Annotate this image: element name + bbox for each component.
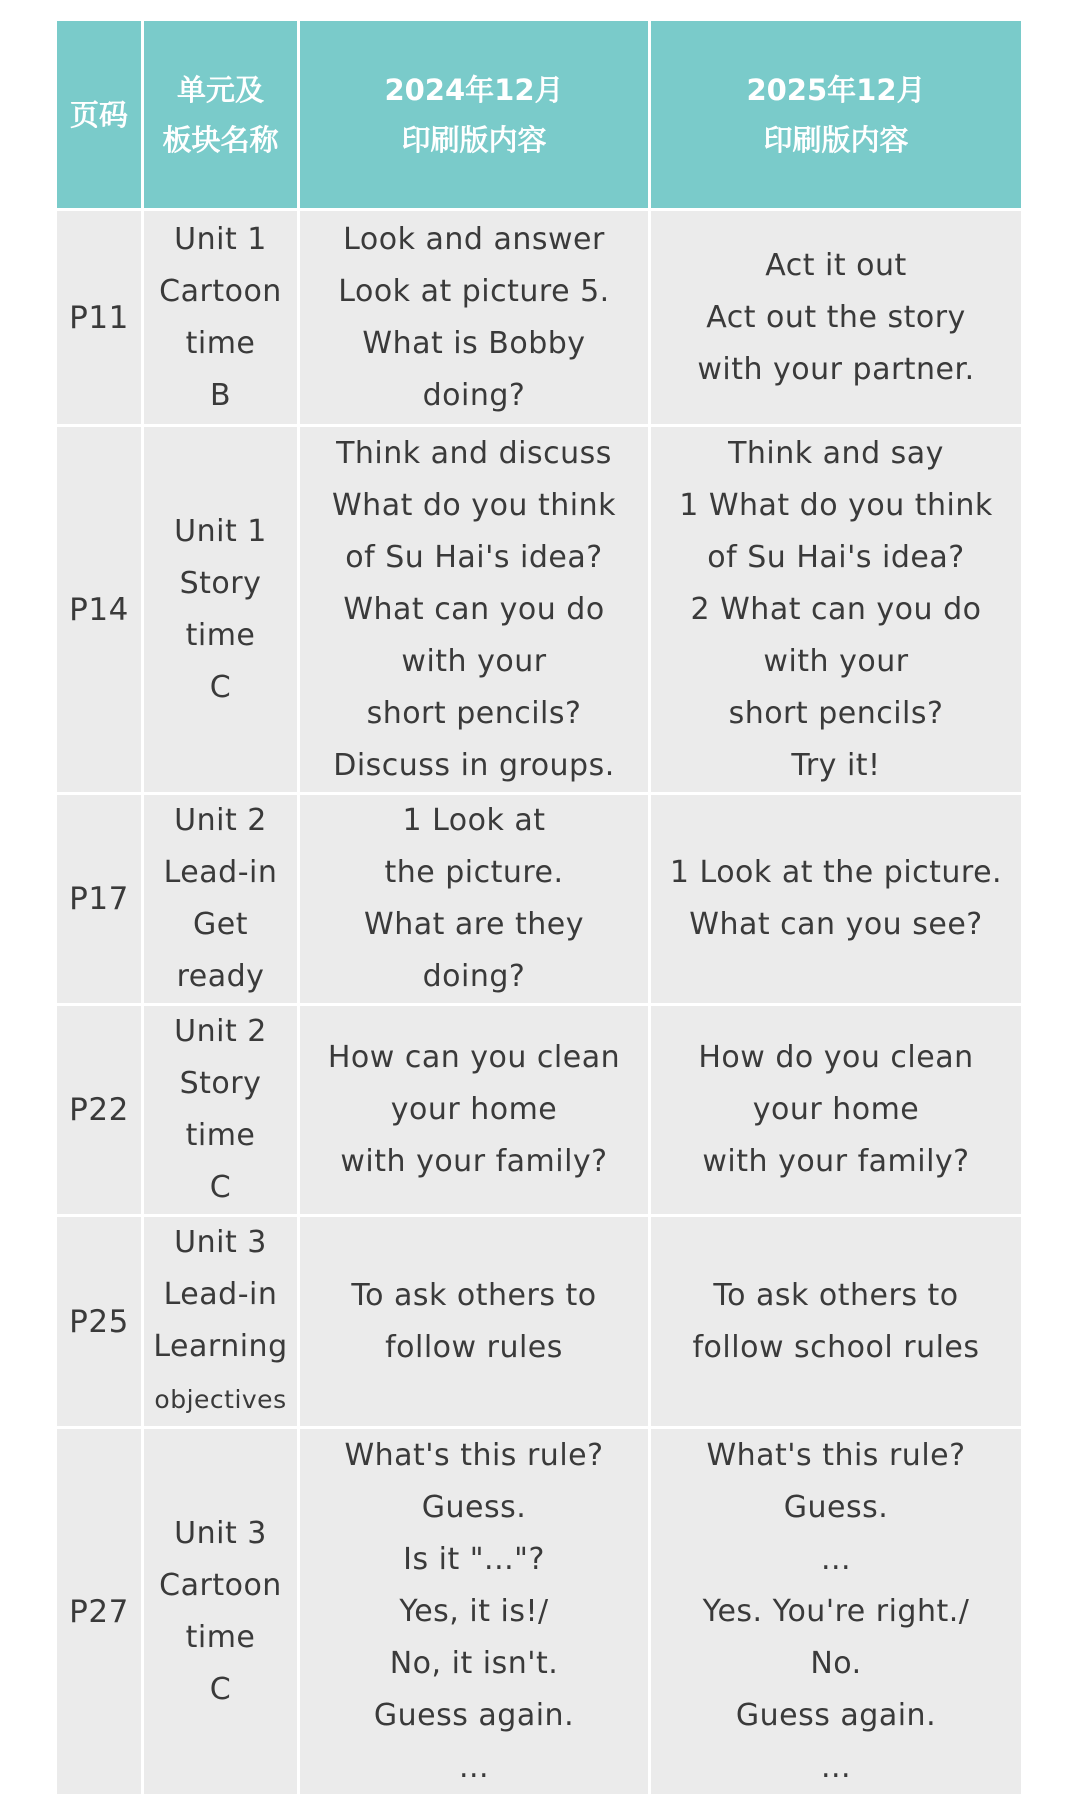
section-name-small: objectives xyxy=(154,1385,287,1414)
page-number: P22 xyxy=(57,1006,141,1214)
header-2025-edition: 2025年12月 印刷版内容 xyxy=(651,21,1021,208)
section-name: Unit 3 Cartoon time C xyxy=(144,1429,297,1794)
content-2024: How can you clean your home with your family? xyxy=(300,1006,648,1214)
section-name-main: Unit 3 Lead-in Learning xyxy=(153,1225,288,1364)
page-number: P27 xyxy=(57,1429,141,1794)
header-2024-edition: 2024年12月 印刷版内容 xyxy=(300,21,648,208)
content-2025: What's this rule? Guess. ... Yes. You're right./ No. Guess again. ... xyxy=(651,1429,1021,1794)
page-number: P14 xyxy=(57,427,141,792)
section-name: Unit 1 Cartoon time B xyxy=(144,211,297,424)
header-row xyxy=(57,21,1021,208)
table-row xyxy=(57,1429,1021,1794)
table-row xyxy=(57,795,1021,1003)
content-2025: How do you clean your home with your family? xyxy=(651,1006,1021,1214)
content-2025: Think and say 1 What do you think of Su Hai's idea? 2 What can you do with your short pencils? Try it! xyxy=(651,427,1021,792)
content-2024: 1 Look at the picture. What are they doing? xyxy=(300,795,648,1003)
header-page: 页码 xyxy=(57,21,141,208)
table-row xyxy=(57,427,1021,792)
page-number: P25 xyxy=(57,1217,141,1426)
content-2024: Think and discuss What do you think of Su Hai's idea? What can you do with your short pencils? Discuss in groups. xyxy=(300,427,648,792)
comparison-table-frame xyxy=(57,21,1021,1785)
table-row xyxy=(57,211,1021,424)
content-2025: To ask others to follow school rules xyxy=(651,1217,1021,1426)
section-name: Unit 2 Story time C xyxy=(144,1006,297,1214)
section-name: Unit 1 Story time C xyxy=(144,427,297,792)
page-number: P11 xyxy=(57,211,141,424)
content-2024: To ask others to follow rules xyxy=(300,1217,648,1426)
content-2025: Act it out Act out the story with your partner. xyxy=(651,211,1021,424)
page-number: P17 xyxy=(57,795,141,1003)
section-name xyxy=(144,1217,297,1426)
comparison-table xyxy=(54,18,1024,1797)
header-section: 单元及 板块名称 xyxy=(144,21,297,208)
table-row xyxy=(57,1006,1021,1214)
content-2024: Look and answer Look at picture 5. What is Bobby doing? xyxy=(300,211,648,424)
table-row xyxy=(57,1217,1021,1426)
content-2025: 1 Look at the picture. What can you see? xyxy=(651,795,1021,1003)
section-name: Unit 2 Lead-in Get ready xyxy=(144,795,297,1003)
content-2024: What's this rule? Guess. Is it "..."? Yes, it is!/ No, it isn't. Guess again. ... xyxy=(300,1429,648,1794)
